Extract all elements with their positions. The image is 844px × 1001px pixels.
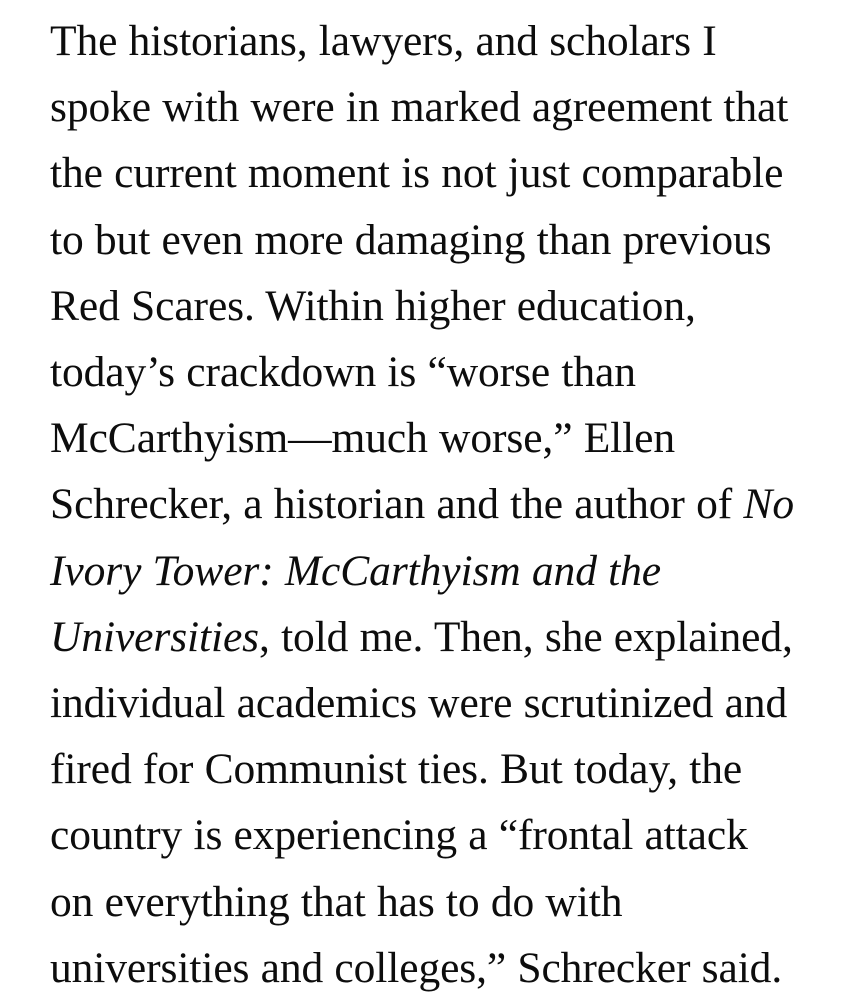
paragraph-segment-tail: , told me. Then, she explained, individual academics were scrutinized and fired for Communist ties. But today, the country is experiencing a “frontal attack on everything that has to do with universities and colleges,” Schrecker said. <box>50 612 793 992</box>
book-title-italic: No Ivory Tower: McCarthyism and the Universities <box>50 480 794 661</box>
paragraph-segment-lead: The historians, lawyers, and scholars I spoke with were in marked agreement that the current moment is not just comparable to but even more damaging than previous Red Scares. Within higher education, today’s crackdown is “worse than McCarthyism—much worse,” Ellen Schrecker, a historian and the author of <box>50 17 789 529</box>
article-paragraph <box>50 8 794 1001</box>
article-body <box>50 8 794 1001</box>
